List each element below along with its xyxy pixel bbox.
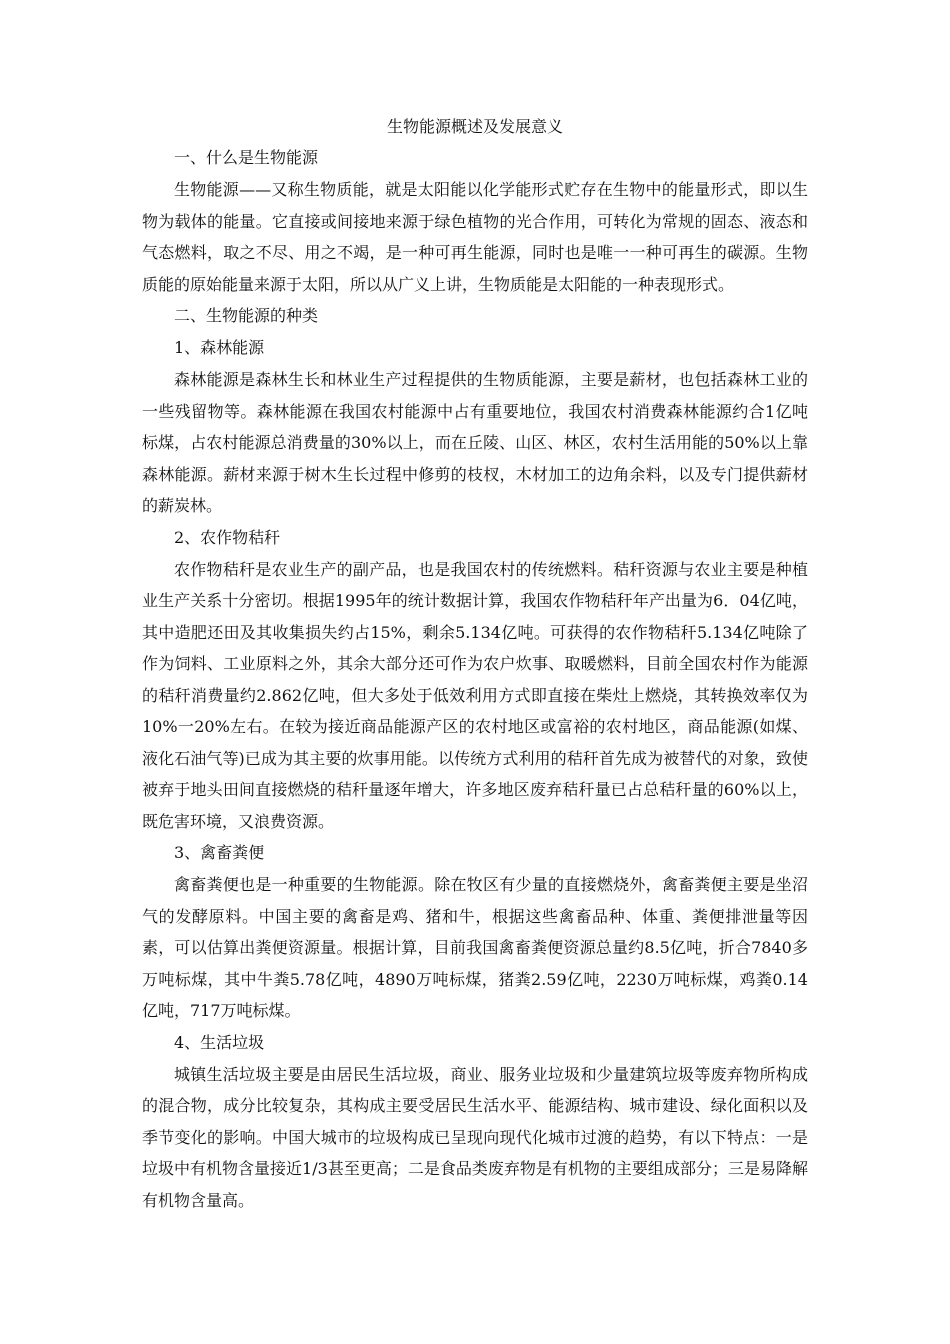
document-body [142,112,808,1216]
subheading-crop-straw: 2、农作物秸秆 [174,527,281,547]
section-heading-what-is-bioenergy: 一、什么是生物能源 [174,148,319,167]
paragraph-forest-energy: 森林能源是森林生长和林业生产过程提供的生物质能源，主要是薪材，也包括森林工业的一些残留物等。森林能源在我国农村能源中占有重要地位，我国农村消费森林能源约合1亿吨标煤，占农村能源总消费量的30%以上，而在丘陵、山区、林区，农村生活用能的50%以上靠森林能源。薪材来源于树木生长过程中修剪的枝杈，木材加工的边角余料，以及专门提供薪材的薪炭林。 [142,370,808,515]
paragraph-household-waste: 城镇生活垃圾主要是由居民生活垃圾，商业、服务业垃圾和少量建筑垃圾等废弃物所构成的混合物，成分比较复杂，其构成主要受居民生活水平、能源结构、城市建设、绿化面积以及季节变化的影响。中国大城市的垃圾构成已呈现向现代化城市过渡的趋势，有以下特点：一是垃圾中有机物含量接近1/3甚至更高；二是食品类废弃物是有机物的主要组成部分；三是易降解有机物含量高。 [142,1064,808,1210]
subheading-forest-energy: 1、森林能源 [174,338,265,357]
document-title: 生物能源概述及发展意义 [386,117,563,136]
subheading-household-waste: 4、生活垃圾 [174,1032,265,1052]
paragraph-definition: 生物能源——又称生物质能，就是太阳能以化学能形式贮存在生物中的能量形式，即以生物为载体的能量。它直接或间接地来源于绿色植物的光合作用，可转化为常规的固态、液态和气态燃料，取之不尽、用之不竭，是一种可再生能源，同时也是唯一一种可再生的碳源。生物质能的原始能量来源于太阳，所以从广义上讲，生物质能是太阳能的一种表现形式。 [142,180,808,294]
subheading-livestock-manure: 3、禽畜粪便 [174,843,265,862]
section-heading-bioenergy-types: 二、生物能源的种类 [174,306,319,325]
paragraph-livestock-manure: 禽畜粪便也是一种重要的生物能源。除在牧区有少量的直接燃烧外，禽畜粪便主要是坐沼气的发酵原料。中国主要的禽畜是鸡、猪和牛，根据这些禽畜品种、体重、粪便排泄量等因素，可以估算出粪便资源量。根据计算，目前我国禽畜粪便资源总量约8.5亿吨，折合7840多万吨标煤，其中牛粪5.78亿吨，4890万吨标煤，猪粪2.59亿吨，2230万吨标煤，鸡粪0.14亿吨，717万吨标煤。 [142,875,808,1020]
paragraph-crop-straw: 农作物秸秆是农业生产的副产品，也是我国农村的传统燃料。秸秆资源与农业主要是种植业生产关系十分密切。根据1995年的统计数据计算，我国农作物秸秆年产出量为6．04亿吨，其中造肥还田及其收集损失约占15%，剩余5.134亿吨。可获得的农作物秸秆5.134亿吨除了作为饲料、工业原料之外，其余大部分还可作为农户炊事、取暖燃料，目前全国农村作为能源的秸秆消费量约2.862亿吨，但大多处于低效利用方式即直接在柴灶上燃烧，其转换效率仅为10%一20%左右。在较为接近商品能源产区的农村地区或富裕的农村地区，商品能源(如煤、液化石油气等)已成为其主要的炊事用能。以传统方式利用的秸秆首先成为被替代的对象，致使被弃于地头田间直接燃烧的秸秆量逐年增大，许多地区废弃秸秆量已占总秸秆量的60%以上，既危害环境，又浪费资源。 [142,559,808,831]
